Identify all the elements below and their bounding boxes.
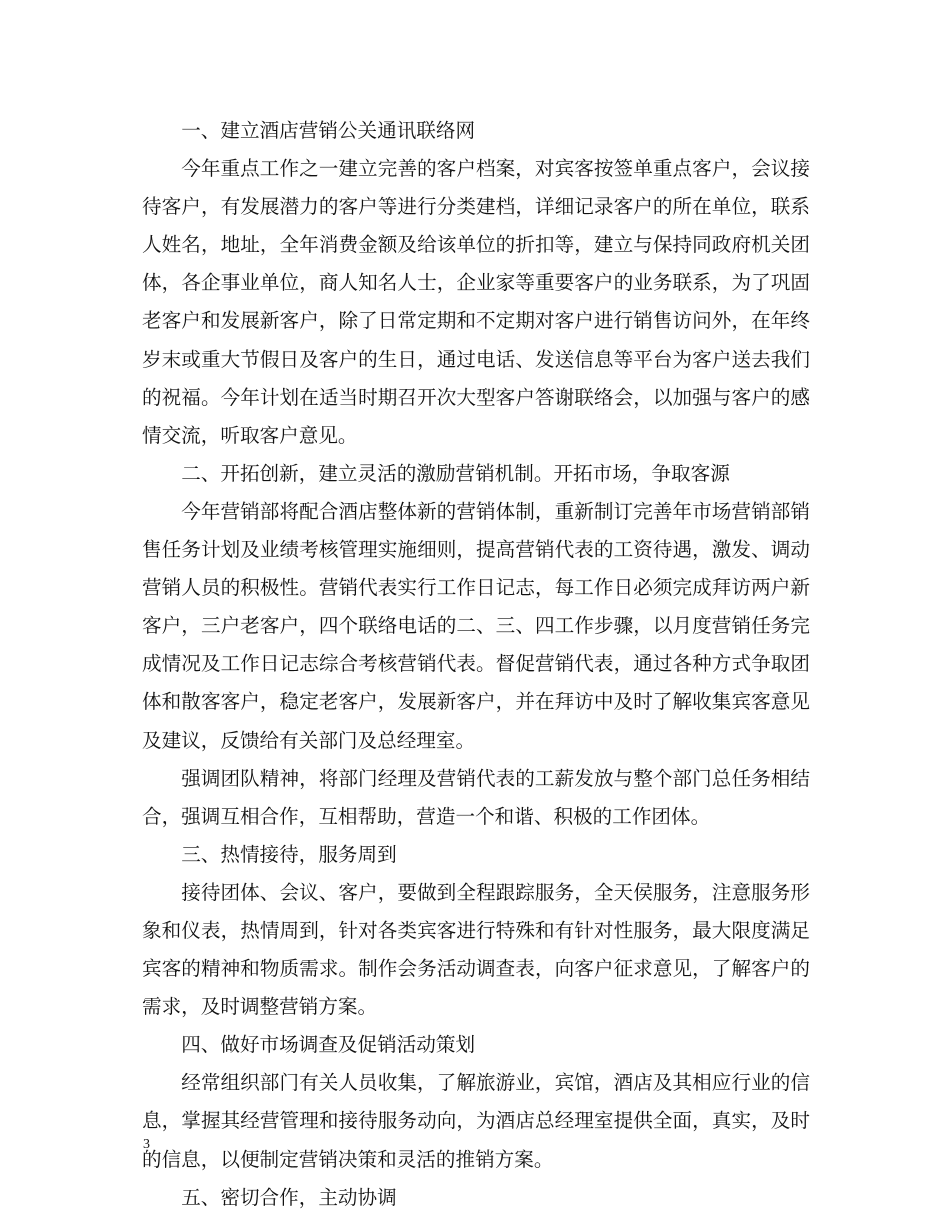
document-body [142,112,810,1217]
body-paragraph: 经常组织部门有关人员收集，了解旅游业，宾馆，酒店及其相应行业的信息，掌握其经营管理和接待服务动向，为酒店总经理室提供全面，真实，及时的信息，以便制定营销决策和灵活的推销方案。 [142,1071,810,1171]
section-heading-1: 一、建立酒店营销公关通讯联络网 [181,119,476,142]
section-heading-4: 四、做好市场调查及促销活动策划 [181,1033,476,1057]
section-heading-3: 三、热情接待，服务周到 [181,842,397,866]
body-paragraph: 强调团队精神，将部门经理及营销代表的工薪发放与整个部门总任务相结合，强调互相合作，互相帮助，营造一个和谐、积极的工作团体。 [142,766,810,828]
body-paragraph: 今年营销部将配合酒店整体新的营销体制，重新制订完善年市场营销部销售任务计划及业绩考核管理实施细则，提高营销代表的工资待遇，激发、调动营销人员的积极性。营销代表实行工作日记志，每工作日必须完成拜访两户新客户，三户老客户，四个联络电话的二、三、四工作步骤，以月度营销任务完成情况及工作日记志综合考核营销代表。督促营销代表，通过各种方式争取团体和散客客户，稳定老客户，发展新客户，并在拜访中及时了解收集宾客意见及建议，反馈给有关部门及总经理室。 [142,499,810,752]
body-paragraph: 接待团体、会议、客户，要做到全程跟踪服务，全天侯服务，注意服务形象和仪表，热情周到，针对各类宾客进行特殊和有针对性服务，最大限度满足宾客的精神和物质需求。制作会务活动调查表，向客户征求意见，了解客户的需求，及时调整营销方案。 [142,880,810,1019]
section-heading-2: 二、开拓创新，建立灵活的激励营销机制。开拓市场，争取客源 [181,461,730,485]
page-number: 3 [143,1137,150,1152]
body-paragraph: 今年重点工作之一建立完善的客户档案，对宾客按签单重点客户，会议接待客户，有发展潜力的客户等进行分类建档，详细记录客户的所在单位，联系人姓名，地址，全年消费金额及给该单位的折扣等，建立与保持同政府机关团体，各企事业单位，商人知名人士，企业家等重要客户的业务联系，为了巩固老客户和发展新客户，除了日常定期和不定期对客户进行销售访问外，在年终岁末或重大节假日及客户的生日，通过电话、发送信息等平台为客户送去我们的祝福。今年计划在适当时期召开次大型客户答谢联络会，以加强与客户的感情交流，听取客户意见。 [142,157,810,447]
section-heading-5: 五、密切合作，主动协调 [181,1185,397,1209]
